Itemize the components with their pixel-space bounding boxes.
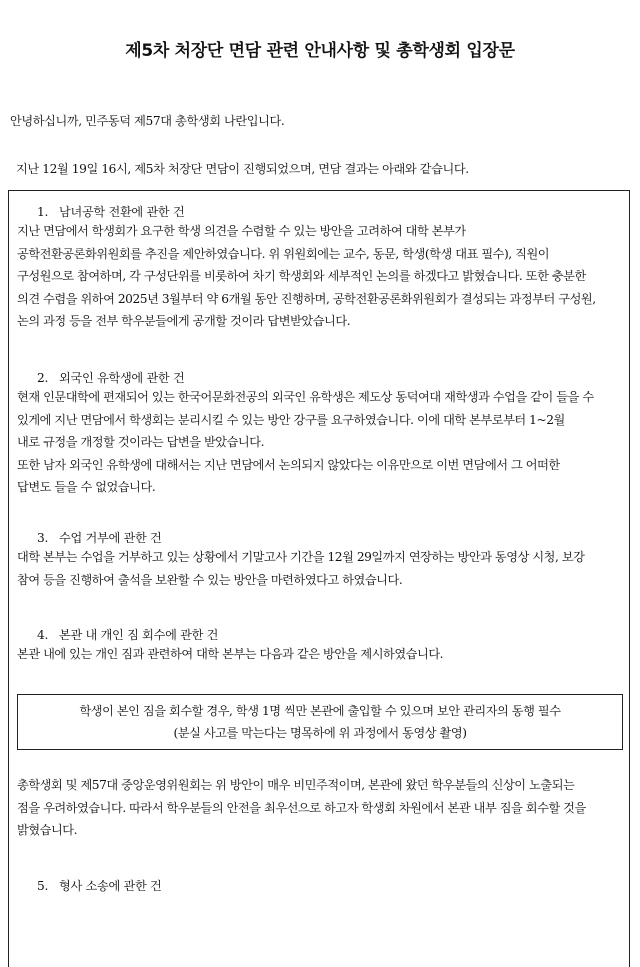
section-2-line: 내로 규정을 개정할 것이라는 답변을 받았습니다. [17,435,265,450]
section-3-heading [37,529,162,546]
section-1-body [17,220,619,333]
section-3-line: 대학 본부는 수업을 거부하고 있는 상황에서 기말고사 기간을 12월 29일까지 연장하는 방안과 동영상 시청, 보강 [17,550,585,564]
section-2-line: 답변도 들을 수 없었습니다. [17,480,156,495]
greeting-text: 안녕하십니까, 민주동덕 제57대 총학생회 나란입니다. [10,114,285,128]
section-1-line: 공학전환공론화위원회를 추진을 제안하였습니다. 위 위원회에는 교수, 동문, 학생(학생 대표 필수), 직원이 [17,246,550,261]
section-2-line: 있게에 지난 면담에서 학생회는 분리시킬 수 있는 방안 강구를 요구하였습니다. 이에 대학 본부로부터 1~2월 [17,412,565,427]
section-4-heading [37,626,218,643]
section-1-number: 1. [37,205,49,219]
notice-line-2: (분실 사고를 막는다는 명목하에 위 과정에서 동영상 촬영) [173,726,467,740]
section-4-title: 본관 내 개인 짐 회수에 관한 건 [59,628,219,642]
section-1-heading [37,203,184,220]
section-2-line: 현재 인문대학에 편재되어 있는 한국어문화전공의 외국인 유학생은 제도상 동덕여대 재학생과 수업을 같이 들을 수 [17,390,594,404]
page-title: 제5차 처장단 면담 관련 안내사항 및 총학생회 입장문 [125,41,515,61]
section-4-number: 4. [37,628,49,642]
section-1-line: 구성원으로 참여하며, 각 구성단위를 비롯하여 차기 학생회와 세부적인 논의를 하겠다고 밝혔습니다. 또한 충분한 [17,269,586,284]
section-3-line: 참여 등을 진행하여 출석을 보완할 수 있는 방안을 마련하였다고 하였습니다. [17,572,403,587]
section-4-line: 본관 내에 있는 개인 짐과 관련하여 대학 본부는 다음과 같은 방안을 제시하였습니다. [17,647,444,661]
section-2-line: 또한 남자 외국인 유학생에 대해서는 지난 면담에서 논의되지 않았다는 이유만으로 이번 면담에서 그 어떠한 [17,457,560,472]
section-3-title: 수업 거부에 관한 건 [59,531,162,545]
notice-line-1: 학생이 본인 짐을 회수할 경우, 학생 1명 씩만 본관에 출입할 수 있으며 보안 관리자의 동행 필수 [79,704,561,718]
section-5-number: 5. [37,879,49,893]
section-1-title: 남녀공학 전환에 관한 건 [59,205,185,219]
section-2-number: 2. [37,371,49,385]
statement-line: 점을 우려하였습니다. 따라서 학우분들의 안전을 최우선으로 하고자 학생회 차원에서 본관 내부 짐을 회수할 것을 [17,800,586,815]
content-frame [8,190,630,967]
statement-line: 총학생회 및 제57대 중앙운영위원회는 위 방안이 매우 비민주적이며, 본관에 왔던 학우분들의 신상이 노출되는 [17,778,575,792]
notice-box [17,694,623,750]
section-3-number: 3. [37,531,49,545]
section-2-title: 외국인 유학생에 관한 건 [59,371,185,385]
section-1-line: 지난 면담에서 학생회가 요구한 학생 의견을 수렴할 수 있는 방안을 고려하여 대학 본부가 [17,224,466,238]
section-3-body [17,546,619,591]
statement-body [17,774,619,842]
section-2-heading [37,369,184,386]
statement-line: 밝혔습니다. [17,823,78,838]
section-1-line: 의견 수렴을 위하여 2025년 3월부터 약 6개월 동안 진행하며, 공학전환공론화위원회가 결성되는 과정부터 구성원, [17,291,596,306]
section-1-line: 논의 과정 등을 전부 학우분들에게 공개할 것이라 답변받았습니다. [17,314,351,329]
section-4-body [17,643,619,666]
section-5-heading [37,877,162,894]
section-2-body [17,386,619,499]
intro-text: 지난 12월 19일 16시, 제5차 처장단 면담이 진행되었으며, 면담 결과는 아래와 같습니다. [16,162,469,176]
section-5-title: 형사 소송에 관한 건 [59,879,162,893]
